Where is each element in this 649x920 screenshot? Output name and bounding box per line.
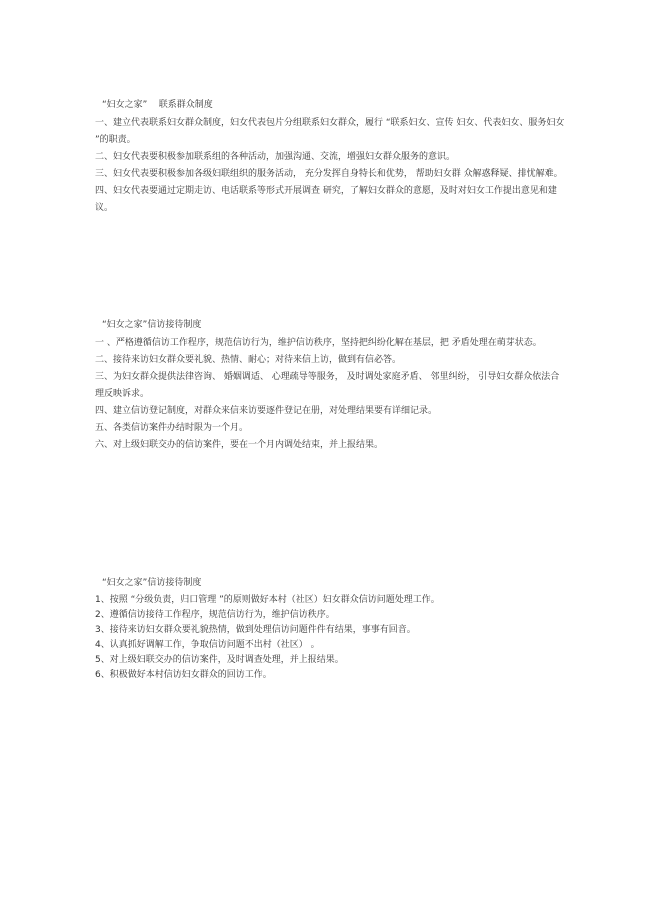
section-title: “妇女之家” 联系群众制度	[102, 100, 213, 110]
paragraph: 二、接待来访妇女群众要礼貌、热情、耐心；对待来信上访，做到有信必答。	[95, 355, 402, 365]
paragraph: 4、认真抓好调解工作，争取信访问题不出村（社区） 。	[95, 640, 320, 650]
paragraph: 五、各类信访案件办结时限为一个月。	[95, 423, 249, 433]
section-petition-system-village	[95, 577, 565, 683]
paragraph: 二、妇女代表要积极参加联系组的各种活动，加强沟通、交流，增强妇女群众服务的意识。	[95, 152, 456, 162]
paragraph: 一 、严格遵循信访工作程序，规范信访行为，维护信访秩序，坚持把纠纷化解在基层，把 矛盾处理在萌芽状态。	[95, 338, 542, 348]
paragraph: 6、积极做好本村信访妇女群众的回访工作。	[95, 670, 272, 680]
section-title: “妇女之家”信访接待制度	[102, 578, 202, 588]
paragraph: 3、接待来访妇女群众要礼貌热情，做到处理信访问题件件有结果，事事有回音。	[95, 625, 416, 635]
section-title: “妇女之家”信访接待制度	[102, 320, 202, 330]
paragraph: 2、遵循信访接待工作程序，规范信访行为，维护信访秩序。	[95, 610, 335, 620]
paragraph: 一、建立代表联系妇女群众制度，妇女代表包片分组联系妇女群众，履行 “联系妇女、宣传 妇女、代表妇女、服务妇女 ”的职责。	[95, 118, 565, 145]
paragraph: 三、妇女代表要积极参加各级妇联组织的服务活动， 充分发挥自身特长和优势， 帮助妇女群 众解惑释疑、排忧解难。	[95, 169, 563, 179]
paragraph: 三、为妇女群众提供法律咨询、 婚姻调适、 心理疏导等服务， 及时调处家庭矛盾、 邻里纠纷， 引导妇女群众依法合理反映诉求。	[95, 372, 560, 399]
section-contact-system	[95, 99, 565, 217]
paragraph: 四、建立信访登记制度，对群众来信来访要逐件登记在册，对处理结果要有详细记录。	[95, 406, 438, 416]
paragraph: 1、按照 “分级负责，归口管理 ”的原则做好本村（社区）妇女群众信访问题处理工作。	[95, 595, 440, 605]
paragraph: 六、对上级妇联交办的信访案件，要在一个月内调处结束，并上报结果。	[95, 440, 384, 450]
paragraph: 5、对上级妇联交办的信访案件，及时调查处理，并上报结果。	[95, 655, 344, 665]
paragraph: 四、妇女代表要通过定期走访、电话联系等形式开展调查 研究，了解妇女群众的意愿，及时对妇女工作提出意见和建议。	[95, 186, 557, 213]
section-petition-system	[95, 319, 565, 454]
